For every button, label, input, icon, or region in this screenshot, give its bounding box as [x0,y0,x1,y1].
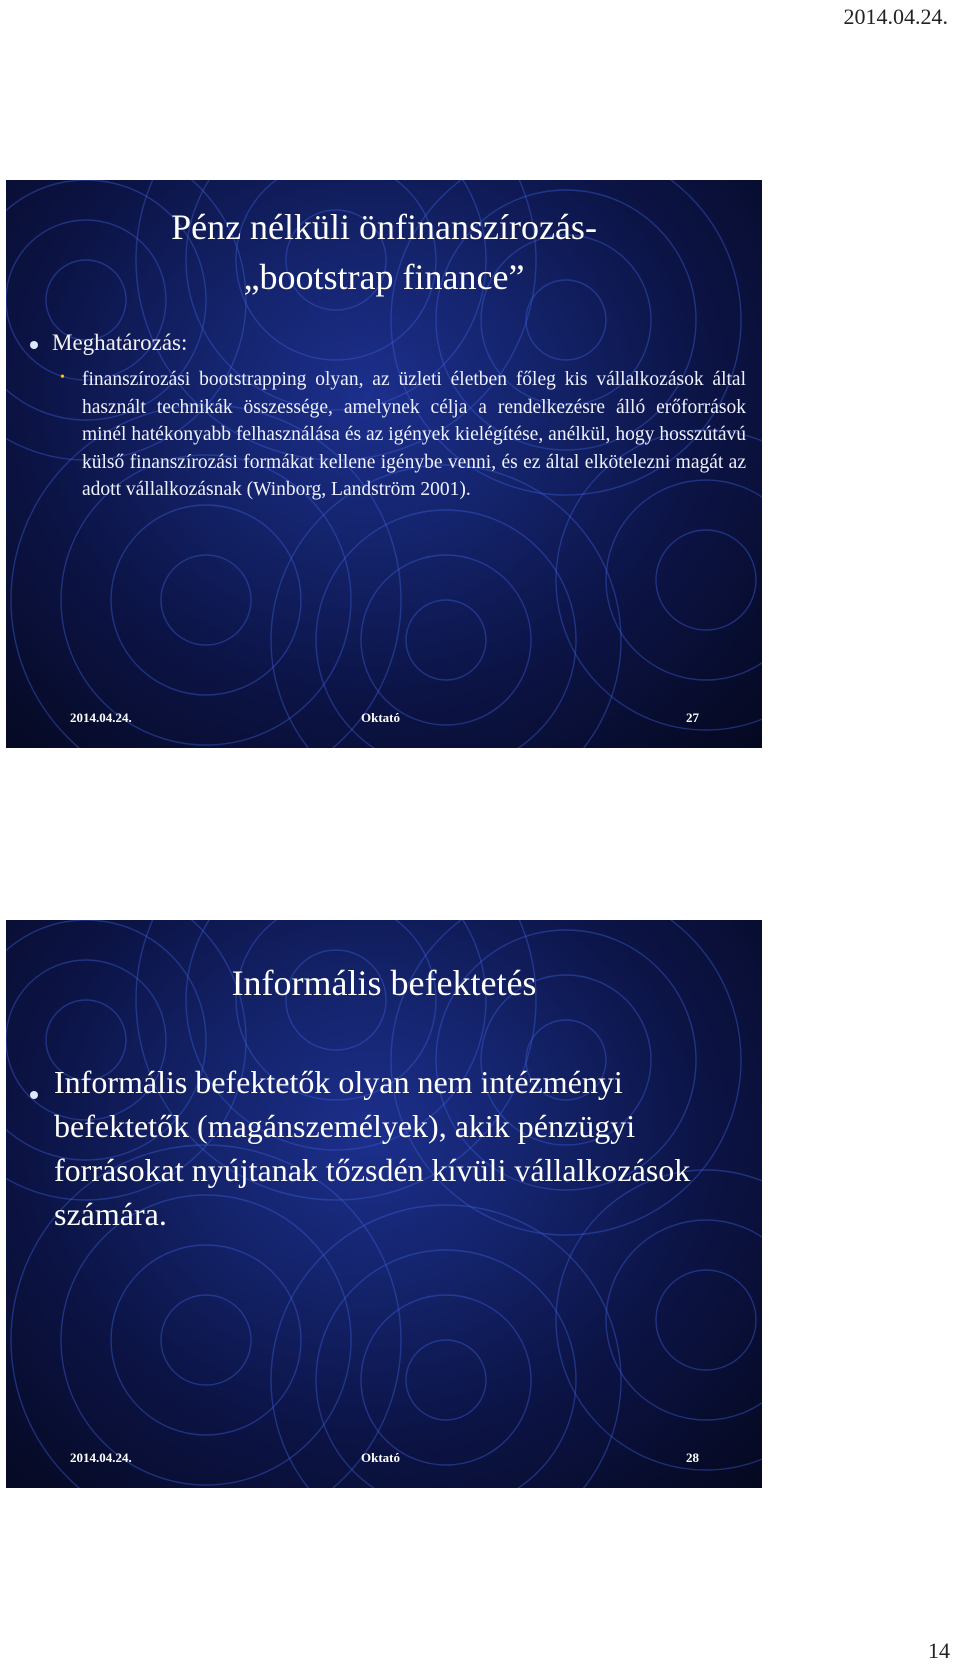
footer-date: 2014.04.24. [70,710,132,725]
definition-text: finanszírozási bootstrapping olyan, az üzleti életben főleg kis vállalkozások által használt technikák összessége, amelynek célja a rendelkezésre álló erőforrások minél hatékonyabb felhasználása és az igények kielégítése, anélkül, hogy hosszútávú külső finanszírozási formákat kellene igénybe venni, és ez által elkötelezni magát az adott vállalkozásnak (Winborg, Landström 2001). [82,369,746,500]
slide-title: Informális befektetés [231,963,537,1003]
footer-slide-number: 28 [686,1450,699,1465]
bullet-dot-icon [30,1080,52,1106]
slide-title-line-2: „bootstrap finance” [243,257,525,297]
slide-title [26,202,742,302]
informal-investment-text: Informális befektetők olyan nem intézményi befektetők (magánszemélyek), akik pénzügyi forrásokat nyújtanak tőzsdén kívüli vállalkozások számára. [54,1064,691,1232]
footer-author: Oktató [361,1450,400,1465]
footer-author: Oktató [361,710,400,725]
slide-27 [6,180,762,748]
footer-date: 2014.04.24. [70,1450,132,1465]
page-number: 14 [928,1638,950,1663]
slide-title-line-1: Pénz nélküli önfinanszírozás- [171,207,597,247]
bullet-heading-text: Meghatározás: [52,330,188,355]
page-date: 2014.04.24. [843,4,948,29]
sub-bullet-dot-icon: • [60,370,65,385]
slide-28 [6,920,762,1488]
bullet-heading [30,330,187,356]
bullet-dot-icon [30,341,38,349]
footer-slide-number: 27 [686,710,699,725]
